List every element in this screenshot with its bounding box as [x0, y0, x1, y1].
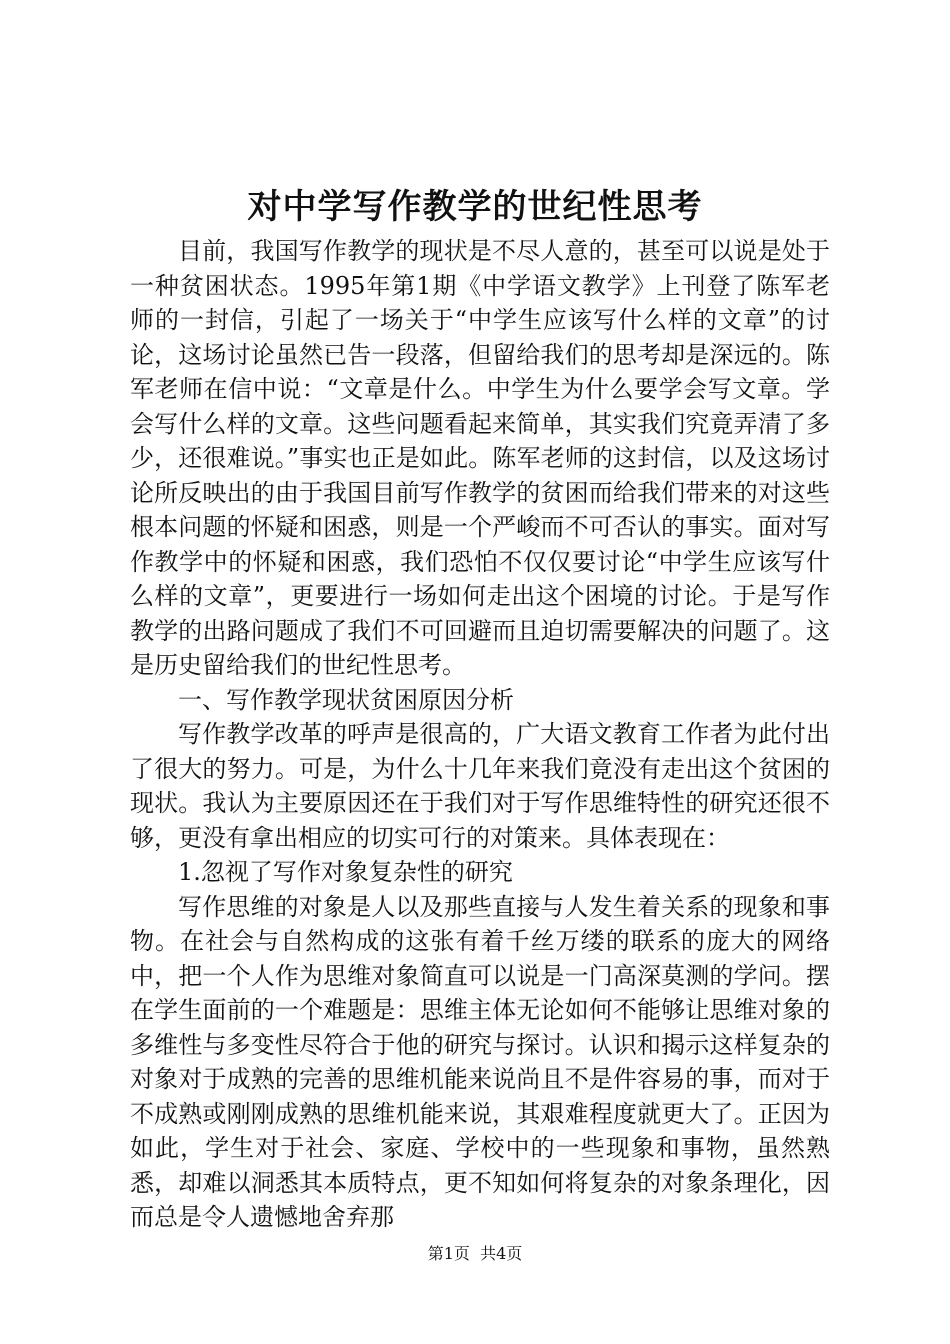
paragraph-section-1: 写作教学改革的呼声是很高的，广大语文教育工作者为此付出了很大的努力。可是，为什么十几年来我们竟没有走出这个贫困的现状。我认为主要原因还在于我们对于写作思维特性的研究还很不够，更没有拿出相应的切实可行的对策来。具体表现在：: [130, 720, 830, 852]
section-heading-1: 一、写作教学现状贫困原因分析: [178, 685, 514, 714]
document-title: 对中学写作教学的世纪性思考: [247, 187, 703, 227]
subsection-heading-1: 1.忽视了写作对象复杂性的研究: [178, 858, 513, 886]
page-footer: [0, 1244, 950, 1264]
paragraph-subsection-1: 写作思维的对象是人以及那些直接与人发生着关系的现象和事物。在社会与自然构成的这张有着千丝万缕的联系的庞大的网络中，把一个人作为思维对象简直可以说是一门高深莫测的学问。摆在学生面前的一个难题是：思维主体无论如何不能够让思维对象的多维性与多变性尽符合于他的研究与探讨。认识和揭示这样复杂的对象对于成熟的完善的思维机能来说尚且不是件容易的事，而对于不成熟或刚刚成熟的思维机能来说，其艰难程度就更大了。正因为如此，学生对于社会、家庭、学校中的一些现象和事物，虽然熟悉，却难以洞悉其本质特点，更不知如何将复杂的对象条理化，因而总是令人遗憾地舍弃那: [130, 892, 830, 1231]
paragraph-intro: 目前，我国写作教学的现状是不尽人意的，甚至可以说是处于一种贫困状态。1995年第1期《中学语文教学》上刊登了陈军老师的一封信，引起了一场关于“中学生应该写什么样的文章”的讨论，这场讨论虽然已告一段落，但留给我们的思考却是深远的。陈军老师在信中说：“文章是什么。中学生为什么要学会写文章。学会写什么样的文章。这些问题看起来简单，其实我们究竟弄清了多少，还很难说。”事实也正是如此。陈军老师的这封信，以及这场讨论所反映出的由于我国目前写作教学的贫困而给我们带来的对这些根本问题的怀疑和困惑，则是一个严峻而不可否认的事实。面对写作教学中的怀疑和困惑，我们恐怕不仅仅要讨论“中学生应该写什么样的文章”，更要进行一场如何走出这个困境的讨论。于是写作教学的出路问题成了我们不可回避而且迫切需要解决的问题了。这是历史留给我们的世纪性思考。: [130, 237, 830, 679]
page-number-label: 第1页 共4页: [427, 1244, 523, 1263]
document-body: [130, 234, 830, 1235]
